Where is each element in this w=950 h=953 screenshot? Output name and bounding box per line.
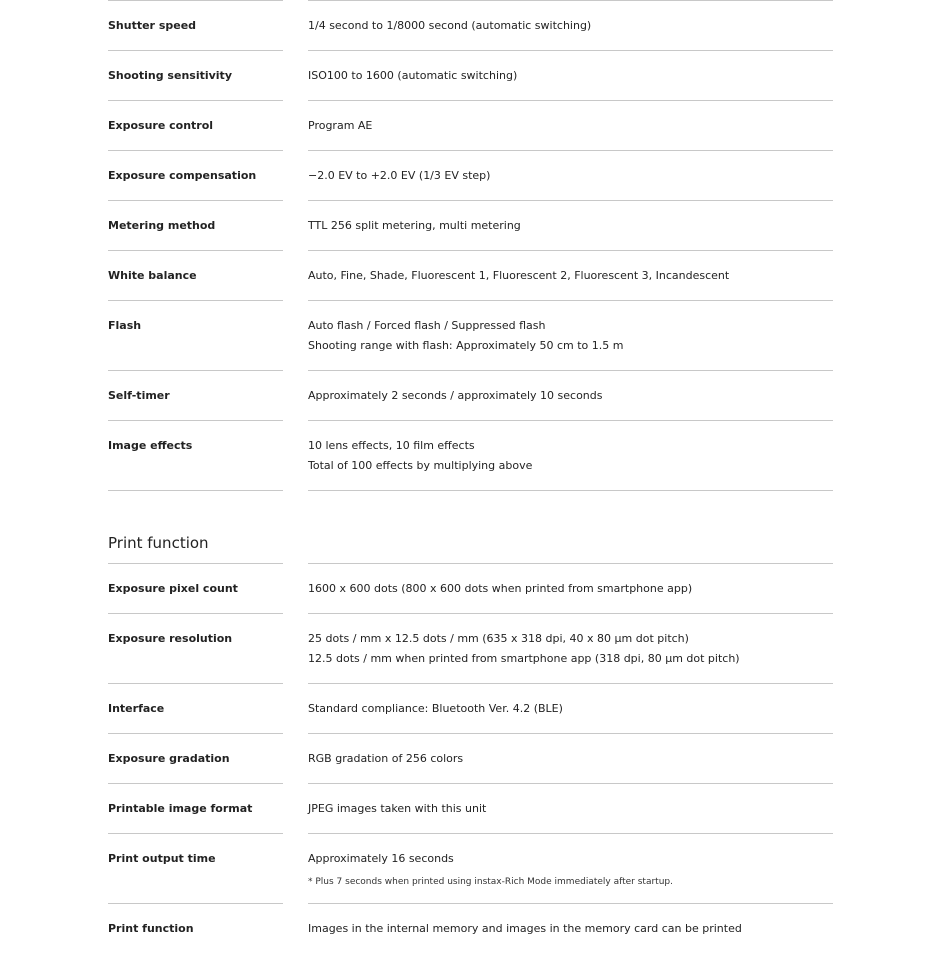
spec-label: Interface: [108, 683, 283, 733]
spec-row-printable-image-format: [108, 783, 833, 833]
spec-table: [108, 0, 833, 953]
spec-value-line: Program AE: [308, 119, 373, 132]
spec-row-print-function: [108, 903, 833, 953]
spec-row-self-timer: [108, 370, 833, 420]
spec-value-line: TTL 256 split metering, multi metering: [308, 219, 521, 232]
spec-value: [308, 370, 833, 420]
spec-value: [308, 200, 833, 250]
spec-value: [308, 420, 833, 490]
spec-label: Print output time: [108, 833, 283, 903]
spec-label: Shooting sensitivity: [108, 50, 283, 100]
divider: [108, 490, 833, 491]
spec-row-exposure-resolution: [108, 613, 833, 683]
spec-value: [308, 300, 833, 370]
spec-value-line: JPEG images taken with this unit: [308, 802, 487, 815]
spec-value-line: −2.0 EV to +2.0 EV (1/3 EV step): [308, 169, 491, 182]
spec-row-shooting-sensitivity: [108, 50, 833, 100]
spec-value: [308, 833, 833, 903]
spec-value-line: Shooting range with flash: Approximately 50 cm to 1.5 m: [308, 339, 624, 352]
spec-value: [308, 683, 833, 733]
spec-row-print-output-time: [108, 833, 833, 903]
spec-value: [308, 150, 833, 200]
spec-label: Exposure control: [108, 100, 283, 150]
spec-row-metering-method: [108, 200, 833, 250]
spec-label: Exposure compensation: [108, 150, 283, 200]
spec-row-exposure-pixel-count: [108, 563, 833, 613]
spec-value: [308, 733, 833, 783]
spec-row-image-effects: [108, 420, 833, 490]
print-specs-group: [108, 563, 833, 953]
spec-label: Printable image format: [108, 783, 283, 833]
spec-value: [308, 250, 833, 300]
spec-row-white-balance: [108, 250, 833, 300]
spec-value-line: Standard compliance: Bluetooth Ver. 4.2 (BLE): [308, 702, 563, 715]
section-heading: Print function: [108, 534, 209, 552]
spec-value: [308, 613, 833, 683]
footnote: * Plus 7 seconds when printed using instax-Rich Mode immediately after startup.: [308, 877, 673, 887]
spec-label: Exposure pixel count: [108, 563, 283, 613]
spec-value: [308, 563, 833, 613]
spec-row-exposure-control: [108, 100, 833, 150]
spec-row-interface: [108, 683, 833, 733]
spec-value: [308, 0, 833, 50]
spec-value-line: Total of 100 effects by multiplying above: [308, 459, 533, 472]
spec-value-line: RGB gradation of 256 colors: [308, 752, 464, 765]
spec-row-shutter-speed: [108, 0, 833, 50]
spec-value: [308, 903, 833, 953]
spec-label: Exposure resolution: [108, 613, 283, 683]
spec-value-line: 10 lens effects, 10 film effects: [308, 439, 475, 452]
spec-value-line: Approximately 2 seconds / approximately 10 seconds: [308, 389, 603, 402]
spec-label: Self-timer: [108, 370, 283, 420]
spec-value-line: Images in the internal memory and images in the memory card can be printed: [308, 922, 742, 935]
spec-value-line: 12.5 dots / mm when printed from smartphone app (318 dpi, 80 μm dot pitch): [308, 652, 740, 665]
spec-label: Image effects: [108, 420, 283, 490]
spec-value: [308, 783, 833, 833]
spec-value-line: Approximately 16 seconds: [308, 852, 454, 865]
spec-value-line: ISO100 to 1600 (automatic switching): [308, 69, 518, 82]
spec-label: Print function: [108, 903, 283, 953]
spec-value-line: 1/4 second to 1/8000 second (automatic switching): [308, 19, 592, 32]
spec-row-exposure-gradation: [108, 733, 833, 783]
spec-label: Exposure gradation: [108, 733, 283, 783]
spec-value-line: Auto, Fine, Shade, Fluorescent 1, Fluorescent 2, Fluorescent 3, Incandescent: [308, 269, 730, 282]
spec-row-flash: [108, 300, 833, 370]
spec-value: [308, 100, 833, 150]
spec-label: Shutter speed: [108, 0, 283, 50]
spec-label: White balance: [108, 250, 283, 300]
spec-value-line: Auto flash / Forced flash / Suppressed flash: [308, 319, 546, 332]
spec-value-line: 1600 x 600 dots (800 x 600 dots when printed from smartphone app): [308, 582, 693, 595]
spec-label: Flash: [108, 300, 283, 370]
spec-value: [308, 50, 833, 100]
spec-label: Metering method: [108, 200, 283, 250]
spec-value-line: 25 dots / mm x 12.5 dots / mm (635 x 318 dpi, 40 x 80 μm dot pitch): [308, 632, 689, 645]
spec-row-exposure-compensation: [108, 150, 833, 200]
camera-specs-group: [108, 0, 833, 491]
